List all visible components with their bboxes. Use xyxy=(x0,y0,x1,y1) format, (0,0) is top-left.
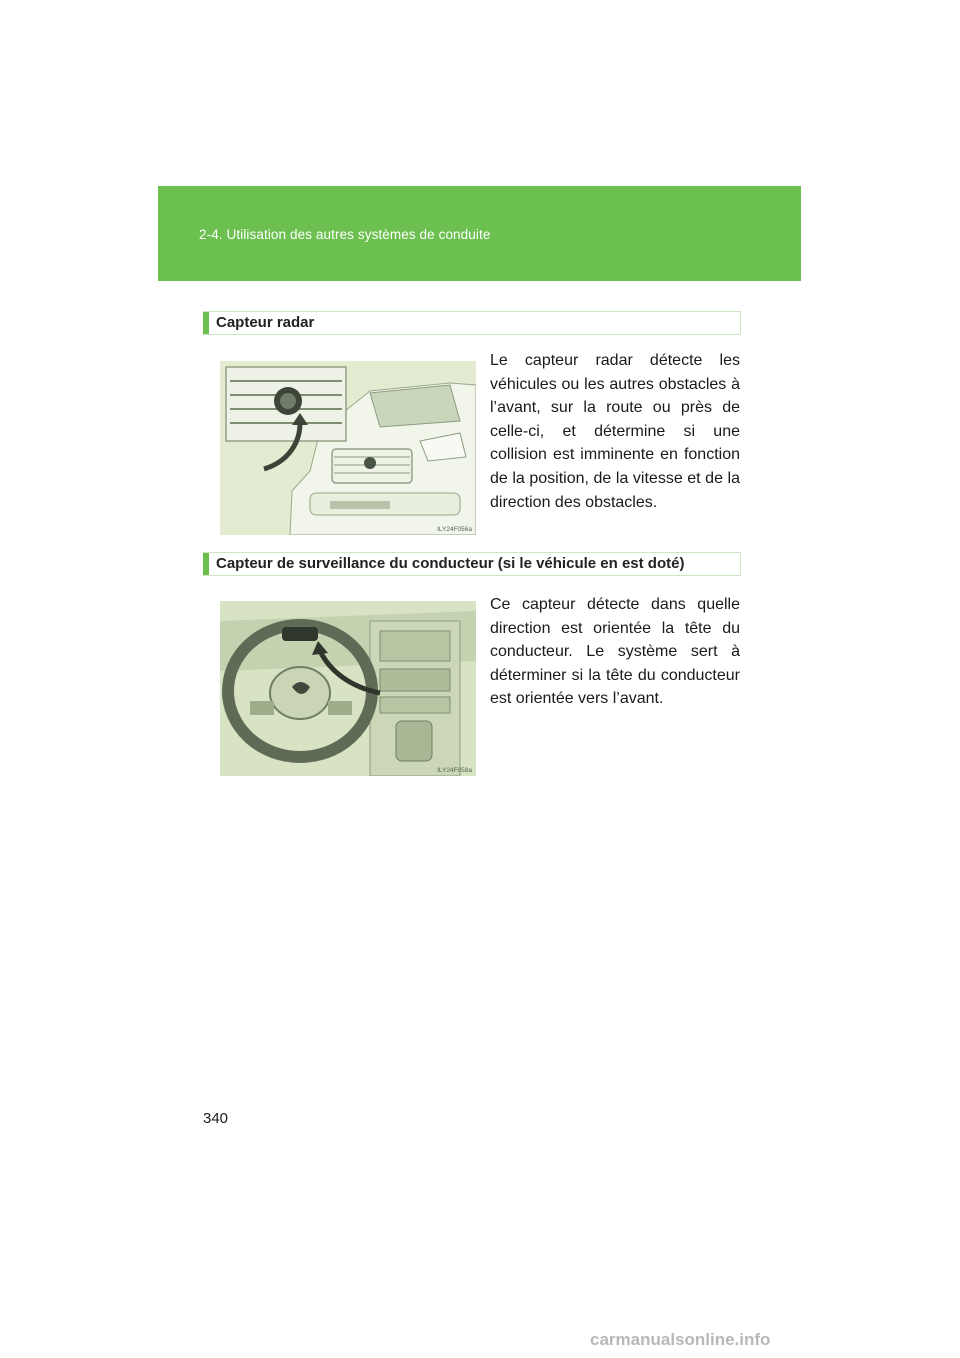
section-body-driver-monitor: Ce capteur détecte dans quelle direction est orientée la tête du conducteur. Le système sert à déterminer si la tête du conducteur est orientée vers l’avant. xyxy=(490,596,740,708)
watermark-footer: carmanualsonline.info xyxy=(590,1330,771,1349)
page-number: 340 xyxy=(203,1110,229,1127)
section-heading-radar xyxy=(203,311,741,335)
figure-code: ILY24F056a xyxy=(437,526,472,533)
section-heading-driver-monitor xyxy=(203,552,741,576)
figure-driver-monitor-sensor xyxy=(220,601,476,776)
section-accent xyxy=(203,553,209,575)
section-title: Capteur de surveillance du conducteur (si le véhicule en est doté) xyxy=(216,555,685,572)
section-accent xyxy=(203,312,209,334)
figure-code: ILY24F058a xyxy=(437,767,472,774)
chapter-title: 2-4. Utilisation des autres systèmes de conduite xyxy=(199,227,491,242)
figure-radar-sensor xyxy=(220,361,476,535)
section-body-radar: Le capteur radar détecte les véhicules ou les autres obstacles à l’avant, sur la route ou près de celle-ci, et détermine si une collision est imminente en fonction de la position, de la vitesse et de la direction des obstacles. xyxy=(490,352,740,511)
chapter-header xyxy=(158,186,801,281)
section-title: Capteur radar xyxy=(216,314,315,331)
